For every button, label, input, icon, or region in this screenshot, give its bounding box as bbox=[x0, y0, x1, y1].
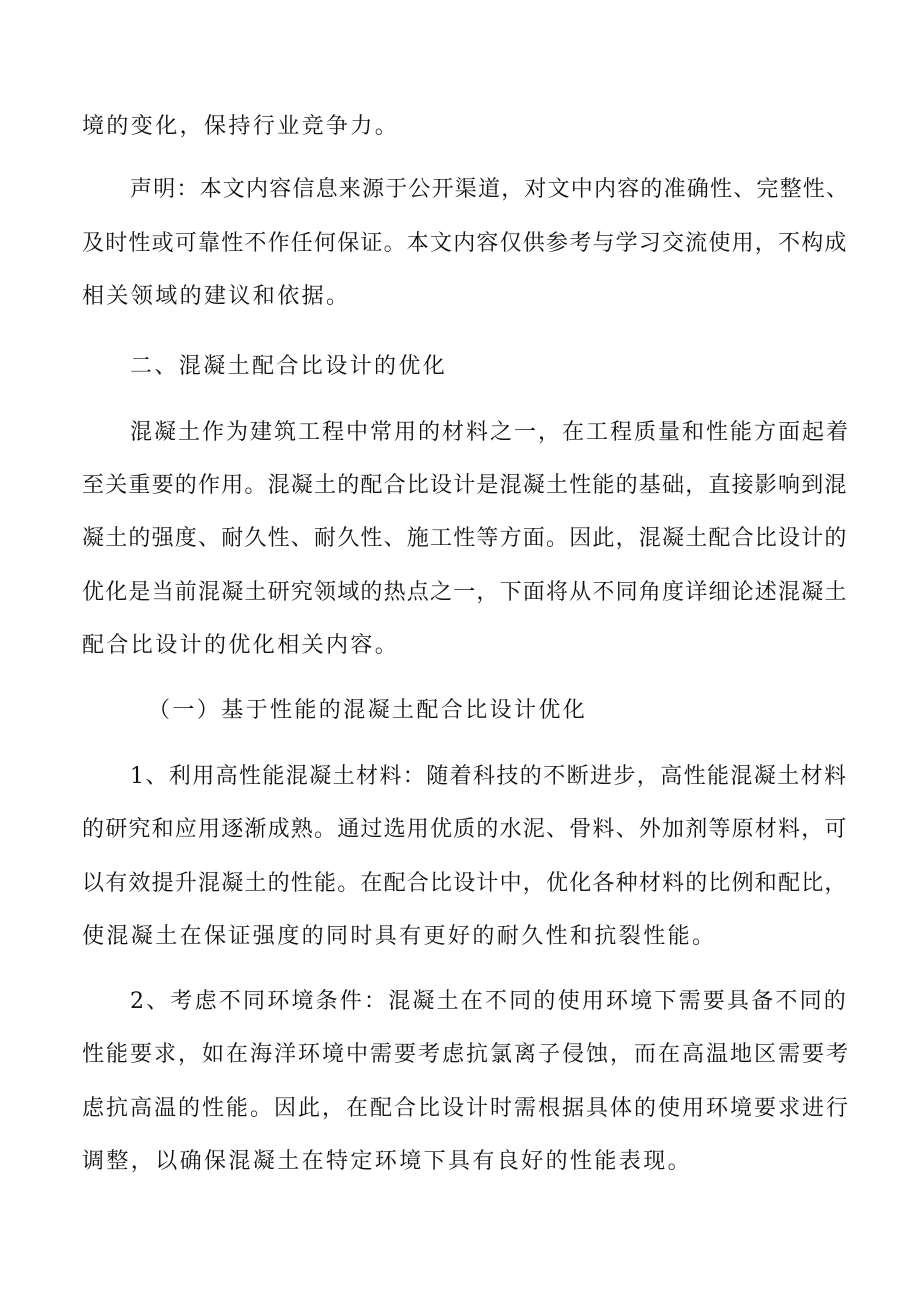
section-heading: 二、混凝土配合比设计的优化 bbox=[130, 354, 448, 379]
point-1-line: 以有效提升混凝土的性能。在配合比设计中，优化各种材料的比例和配比， bbox=[82, 871, 848, 896]
disclaimer-line: 及时性或可靠性不作任何保证。本文内容仅供参考与学习交流使用，不构成 bbox=[82, 231, 848, 256]
disclaimer-line: 相关领域的建议和依据。 bbox=[82, 284, 351, 309]
paragraph-line: 境的变化，保持行业竞争力。 bbox=[82, 114, 400, 139]
point-2-line: 虑抗高温的性能。因此，在配合比设计时需根据具体的使用环境要求进行 bbox=[82, 1096, 851, 1121]
point-2-line: 调整，以确保混凝土在特定环境下具有良好的性能表现。 bbox=[82, 1149, 693, 1174]
subsection-heading: （一）基于性能的混凝土配合比设计优化 bbox=[148, 698, 588, 723]
section-intro-line: 凝土的强度、耐久性、耐久性、施工性等方面。因此，混凝土配合比设计的 bbox=[82, 526, 848, 551]
point-2-line: 2、考虑不同环境条件：混凝土在不同的使用环境下需要具备不同的 bbox=[130, 989, 848, 1014]
section-intro-line: 至关重要的作用。混凝土的配合比设计是混凝土性能的基础，直接影响到混 bbox=[82, 473, 848, 498]
point-1-line: 使混凝土在保证强度的同时具有更好的耐久性和抗裂性能。 bbox=[82, 924, 717, 949]
section-intro-line: 配合比设计的优化相关内容。 bbox=[82, 633, 400, 658]
point-2-line: 性能要求，如在海洋环境中需要考虑抗氯离子侵蚀，而在高温地区需要考 bbox=[82, 1042, 851, 1067]
disclaimer-line: 声明：本文内容信息来源于公开渠道，对文中内容的准确性、完整性、 bbox=[130, 177, 850, 202]
section-intro-line: 混凝土作为建筑工程中常用的材料之一，在工程质量和性能方面起着 bbox=[130, 420, 851, 445]
section-intro-line: 优化是当前混凝土研究领域的热点之一，下面将从不同角度详细论述混凝土 bbox=[82, 580, 848, 605]
point-1-line: 的研究和应用逐渐成熟。通过选用优质的水泥、骨料、外加剂等原材料，可 bbox=[82, 817, 848, 842]
point-1-line: 1、利用高性能混凝土材料：随着科技的不断进步，高性能混凝土材料 bbox=[130, 764, 848, 789]
